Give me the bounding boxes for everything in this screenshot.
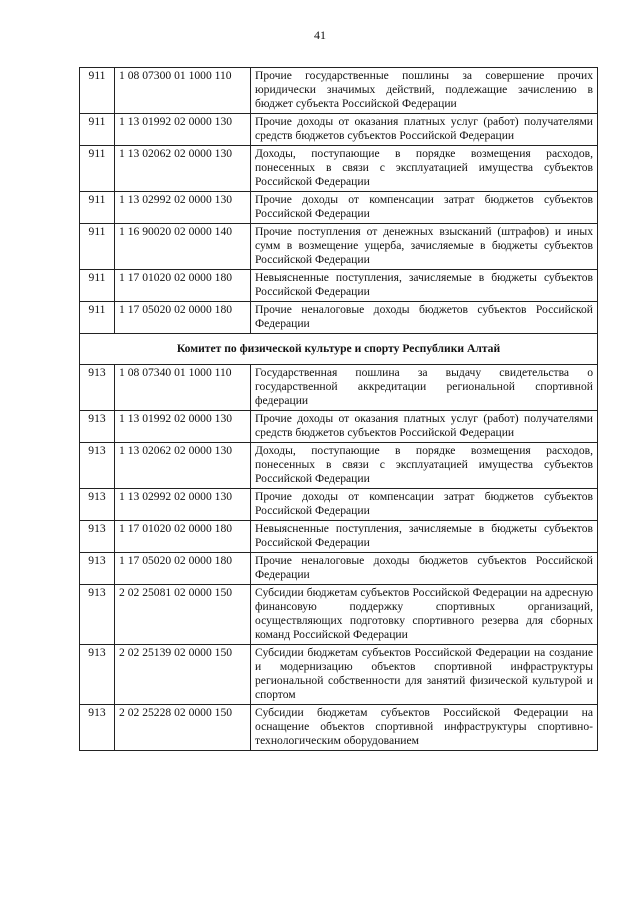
revenue-name-cell: Прочие неналоговые доходы бюджетов субъектов Российской Федерации [251, 302, 598, 334]
page-number: 41 [314, 28, 326, 42]
admin-code-cell: 911 [80, 270, 115, 302]
revenue-name-cell: Прочие доходы от компенсации затрат бюджетов субъектов Российской Федерации [251, 489, 598, 521]
revenue-name-cell: Государственная пошлина за выдачу свидетельства о государственной аккредитации региональной спортивной федерации [251, 365, 598, 411]
revenue-name-cell: Доходы, поступающие в порядке возмещения расходов, понесенных в связи с эксплуатацией имущества субъектов Российской Федерации [251, 443, 598, 489]
table-row [80, 645, 598, 705]
table-row [80, 489, 598, 521]
revenue-code-cell: 1 13 02992 02 0000 130 [115, 192, 251, 224]
table-row [80, 114, 598, 146]
admin-code-cell: 911 [80, 68, 115, 114]
table-row [80, 146, 598, 192]
table-row [80, 443, 598, 489]
admin-code-cell: 913 [80, 705, 115, 751]
revenue-code-cell: 1 17 05020 02 0000 180 [115, 553, 251, 585]
revenue-code-cell: 1 13 01992 02 0000 130 [115, 411, 251, 443]
admin-code-cell: 913 [80, 489, 115, 521]
admin-code-cell: 913 [80, 443, 115, 489]
revenue-code-cell: 1 17 01020 02 0000 180 [115, 521, 251, 553]
revenue-code-cell: 1 17 05020 02 0000 180 [115, 302, 251, 334]
revenue-code-cell: 1 08 07300 01 1000 110 [115, 68, 251, 114]
revenue-code-cell: 1 13 02062 02 0000 130 [115, 146, 251, 192]
revenue-codes-table [79, 67, 598, 751]
admin-code-cell: 911 [80, 302, 115, 334]
revenue-name-cell: Субсидии бюджетам субъектов Российской Федерации на оснащение объектов спортивной инфраструктуры спортивно-технологическим оборудованием [251, 705, 598, 751]
revenue-code-cell: 1 13 01992 02 0000 130 [115, 114, 251, 146]
revenue-name-cell: Прочие доходы от оказания платных услуг (работ) получателями средств бюджетов субъектов Российской Федерации [251, 114, 598, 146]
admin-code-cell: 911 [80, 224, 115, 270]
table-row [80, 411, 598, 443]
revenue-code-cell: 2 02 25081 02 0000 150 [115, 585, 251, 645]
revenue-name-cell: Доходы, поступающие в порядке возмещения расходов, понесенных в связи с эксплуатацией имущества субъектов Российской Федерации [251, 146, 598, 192]
admin-code-cell: 911 [80, 192, 115, 224]
admin-code-cell: 913 [80, 365, 115, 411]
table-row [80, 585, 598, 645]
admin-code-cell: 911 [80, 146, 115, 192]
revenue-name-cell: Субсидии бюджетам субъектов Российской Федерации на адресную финансовую поддержку спортивных организаций, осуществляющих подготовку спортивного резерва для сборных команд Российской Федерации [251, 585, 598, 645]
admin-code-cell: 913 [80, 521, 115, 553]
table-row [80, 192, 598, 224]
revenue-name-cell: Прочие государственные пошлины за совершение прочих юридически значимых действий, подлежащие зачислению в бюджет субъекта Российской Федерации [251, 68, 598, 114]
admin-code-cell: 913 [80, 411, 115, 443]
admin-code-cell: 911 [80, 114, 115, 146]
section-header-row [80, 334, 598, 365]
table-row [80, 224, 598, 270]
revenue-name-cell: Невыясненные поступления, зачисляемые в бюджеты субъектов Российской Федерации [251, 270, 598, 302]
revenue-name-cell: Субсидии бюджетам субъектов Российской Федерации на создание и модернизацию объектов спортивной инфраструктуры региональной собственности для занятий физической культурой и спортом [251, 645, 598, 705]
table-row [80, 68, 598, 114]
revenue-code-cell: 1 08 07340 01 1000 110 [115, 365, 251, 411]
table-row [80, 270, 598, 302]
table-row [80, 302, 598, 334]
revenue-name-cell: Прочие доходы от оказания платных услуг (работ) получателями средств бюджетов субъектов Российской Федерации [251, 411, 598, 443]
table-row [80, 553, 598, 585]
admin-code-cell: 913 [80, 645, 115, 705]
revenue-code-cell: 1 17 01020 02 0000 180 [115, 270, 251, 302]
admin-code-cell: 913 [80, 585, 115, 645]
revenue-code-cell: 1 16 90020 02 0000 140 [115, 224, 251, 270]
revenue-code-cell: 1 13 02992 02 0000 130 [115, 489, 251, 521]
table-row [80, 365, 598, 411]
revenue-code-cell: 1 13 02062 02 0000 130 [115, 443, 251, 489]
revenue-name-cell: Прочие доходы от компенсации затрат бюджетов субъектов Российской Федерации [251, 192, 598, 224]
table-row [80, 705, 598, 751]
revenue-code-cell: 2 02 25228 02 0000 150 [115, 705, 251, 751]
admin-code-cell: 913 [80, 553, 115, 585]
revenue-name-cell: Прочие неналоговые доходы бюджетов субъектов Российской Федерации [251, 553, 598, 585]
revenue-name-cell: Невыясненные поступления, зачисляемые в бюджеты субъектов Российской Федерации [251, 521, 598, 553]
section-title: Комитет по физической культуре и спорту Республики Алтай [80, 334, 598, 365]
revenue-name-cell: Прочие поступления от денежных взысканий (штрафов) и иных сумм в возмещение ущерба, зачисляемые в бюджеты субъектов Российской Федерации [251, 224, 598, 270]
table-row [80, 521, 598, 553]
revenue-codes-table-body [80, 68, 598, 751]
revenue-code-cell: 2 02 25139 02 0000 150 [115, 645, 251, 705]
